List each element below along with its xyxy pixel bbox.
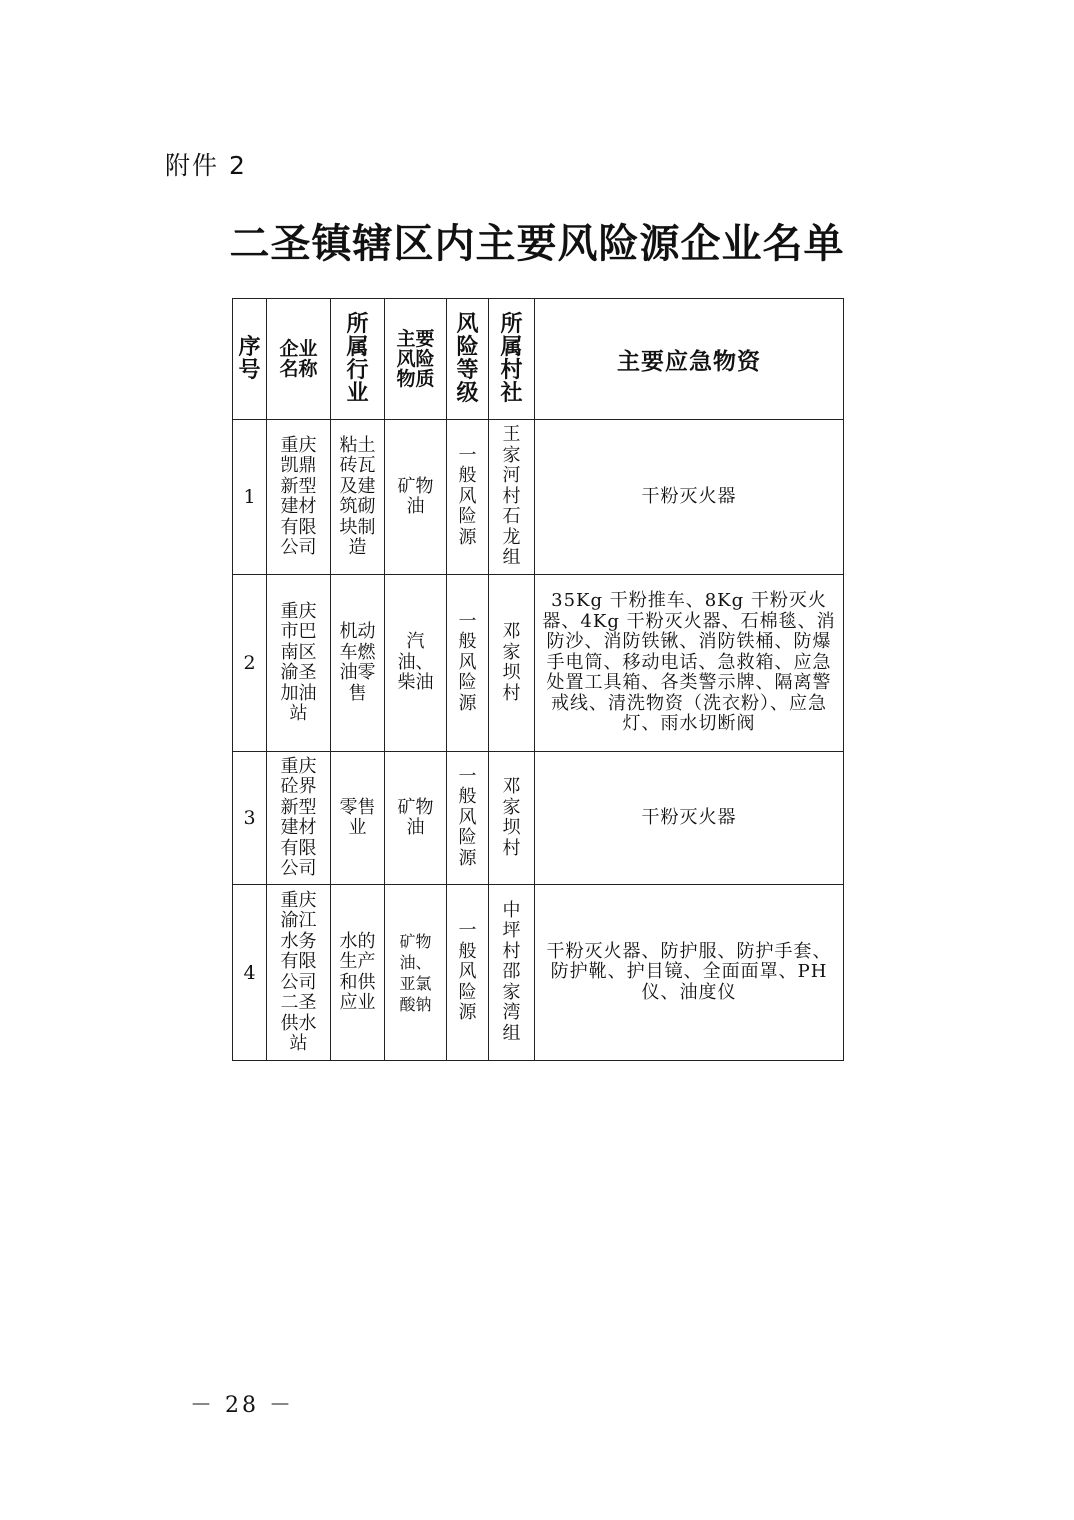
header-company: 企业名称 bbox=[267, 299, 331, 420]
row-village: 王家河村石龙组 bbox=[489, 420, 535, 575]
row-substance: 矿物油 bbox=[385, 752, 447, 885]
table-row bbox=[233, 575, 844, 752]
row-industry: 粘土砖瓦及建筑砌块制造 bbox=[331, 420, 385, 575]
row-no: 2 bbox=[233, 575, 267, 752]
row-company: 重庆凯鼎新型建材有限公司 bbox=[267, 420, 331, 575]
row-no: 4 bbox=[233, 885, 267, 1061]
row-risk-level: 一般风险源 bbox=[447, 420, 489, 575]
table-row bbox=[233, 885, 844, 1061]
row-village: 邓家坝村 bbox=[489, 752, 535, 885]
row-industry: 零售业 bbox=[331, 752, 385, 885]
row-materials: 干粉灭火器 bbox=[535, 420, 844, 575]
header-village: 所属村社 bbox=[489, 299, 535, 420]
row-substance: 矿物油、亚氯酸钠 bbox=[385, 885, 447, 1061]
page-number: － 28 － bbox=[190, 1393, 294, 1418]
header-no: 序号 bbox=[233, 299, 267, 420]
attachment-label: 附件 2 bbox=[165, 151, 247, 180]
row-company: 重庆渝江水务有限公司二圣供水站 bbox=[267, 885, 331, 1061]
row-risk-level: 一般风险源 bbox=[447, 885, 489, 1061]
row-materials: 35Kg 干粉推车、8Kg 干粉灭火器、4Kg 干粉灭火器、石棉毯、消防沙、消防铁锹、消防铁桶、防爆手电筒、移动电话、急救箱、应急处置工具箱、各类警示牌、隔离警戒线、清洗物资（洗衣粉）、应急灯、雨水切断阀 bbox=[535, 575, 844, 752]
header-risk-level: 风险等级 bbox=[447, 299, 489, 420]
header-industry: 所属行业 bbox=[331, 299, 385, 420]
header-substance: 主要风险物质 bbox=[385, 299, 447, 420]
row-company: 重庆市巴南区渝圣加油站 bbox=[267, 575, 331, 752]
row-risk-level: 一般风险源 bbox=[447, 752, 489, 885]
row-substance: 矿物油 bbox=[385, 420, 447, 575]
row-industry: 机动车燃油零售 bbox=[331, 575, 385, 752]
row-village: 中坪村邵家湾组 bbox=[489, 885, 535, 1061]
row-substance: 汽油、柴油 bbox=[385, 575, 447, 752]
row-risk-level: 一般风险源 bbox=[447, 575, 489, 752]
risk-source-table bbox=[232, 298, 844, 1061]
row-materials: 干粉灭火器、防护服、防护手套、防护靴、护目镜、全面面罩、PH 仪、油度仪 bbox=[535, 885, 844, 1061]
row-village: 邓家坝村 bbox=[489, 575, 535, 752]
document-title: 二圣镇辖区内主要风险源企业名单 bbox=[229, 220, 845, 267]
row-materials: 干粉灭火器 bbox=[535, 752, 844, 885]
row-company: 重庆砼界新型建材有限公司 bbox=[267, 752, 331, 885]
header-materials: 主要应急物资 bbox=[535, 299, 844, 420]
row-no: 3 bbox=[233, 752, 267, 885]
row-no: 1 bbox=[233, 420, 267, 575]
table-header-row bbox=[233, 299, 844, 420]
table-row bbox=[233, 420, 844, 575]
row-industry: 水的生产和供应业 bbox=[331, 885, 385, 1061]
table-row bbox=[233, 752, 844, 885]
